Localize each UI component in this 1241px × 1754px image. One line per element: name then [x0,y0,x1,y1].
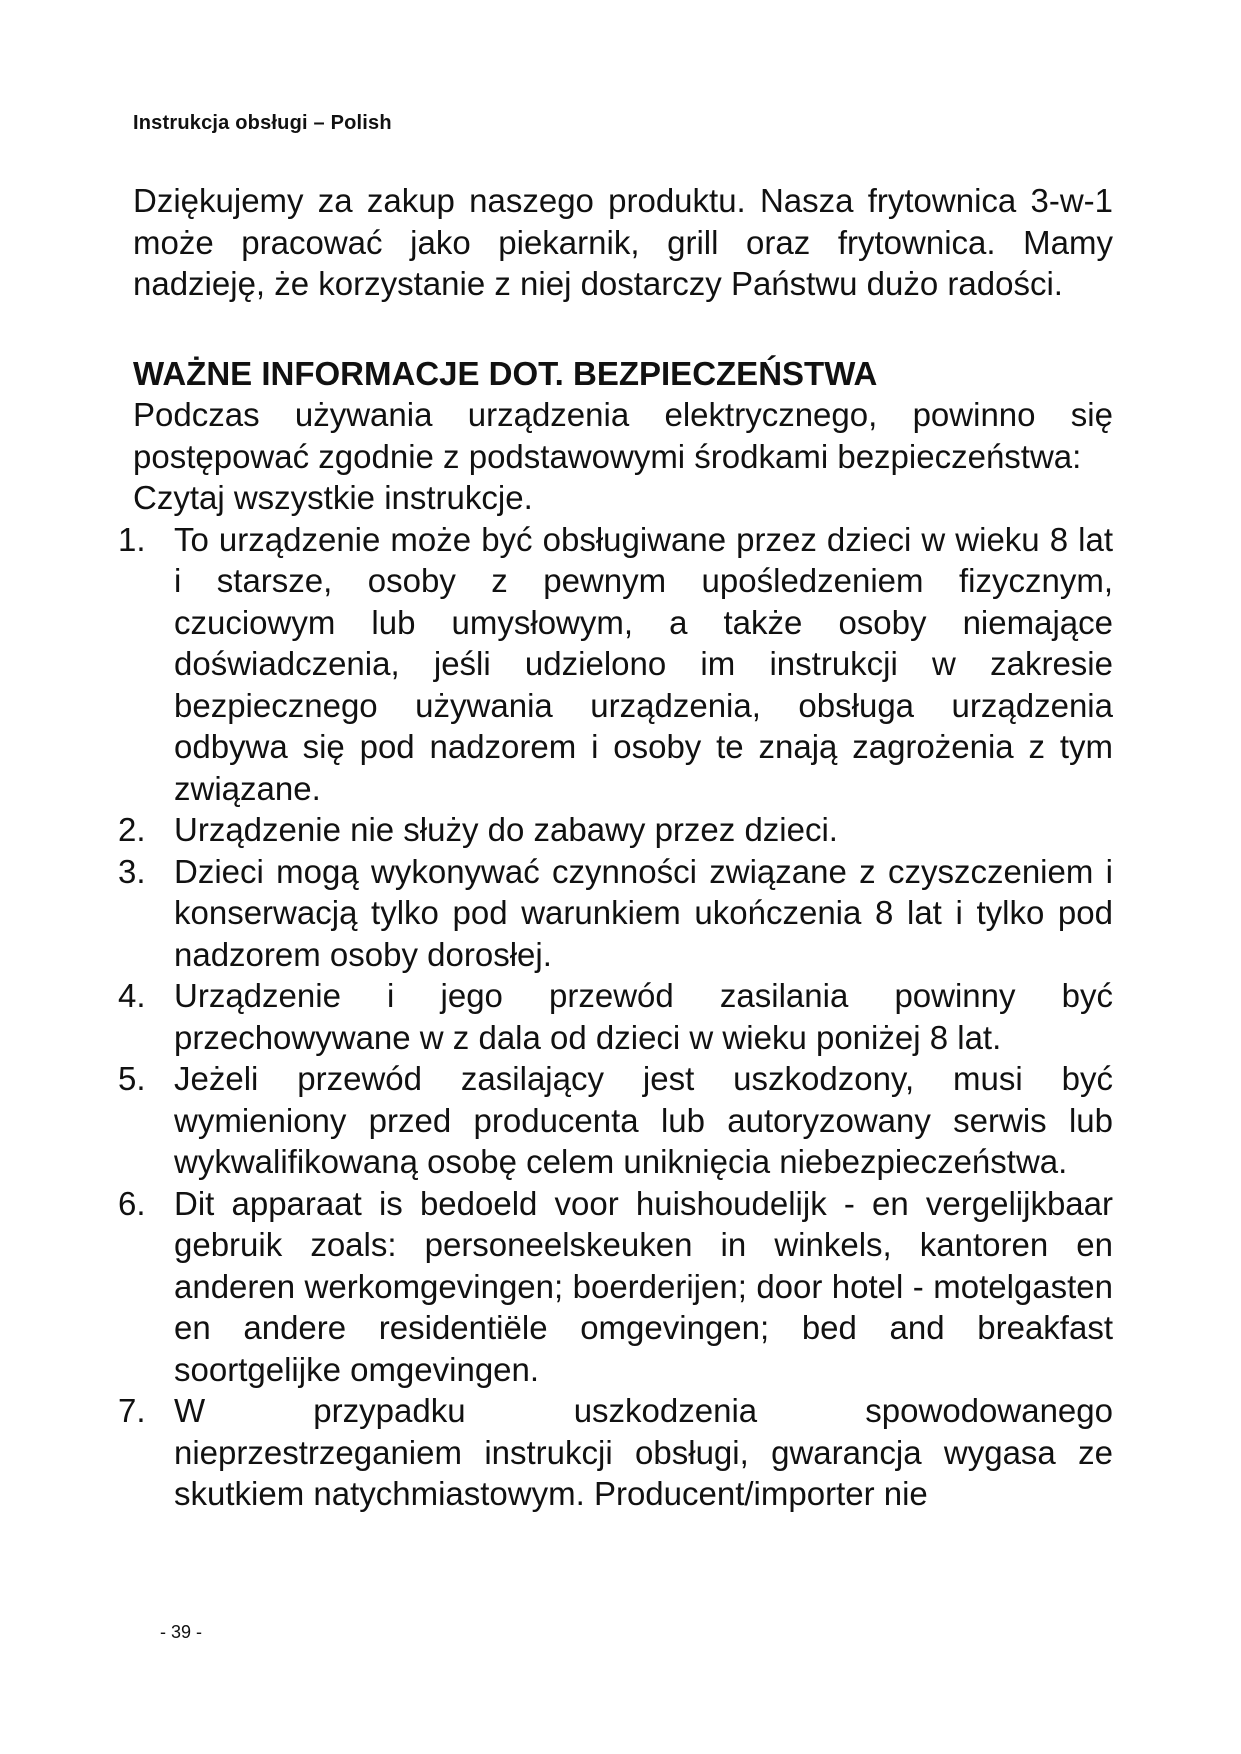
list-item-text: W przypadku uszkodzenia spowodowanego nieprzestrzeganiem instrukcji obsługi, gwarancja wygasa ze skutkiem natychmiastowym. Producent/importer nie [174,1392,1113,1512]
page-header: Instrukcja obsługi – Polish [133,112,392,134]
list-item-number: 6. [118,1184,146,1222]
safety-intro: Podczas używania urządzenia elektrycznego, powinno się postępować zgodnie z podstawowymi środkami bezpieczeństwa: [133,396,1113,475]
list-item-number: 4. [118,977,146,1014]
list-item-text: Jeżeli przewód zasilający jest uszkodzony, musi być wymieniony przed producenta lub autoryzowany serwis lub wykwalifikowaną osobę celem uniknięcia niebezpieczeństwa. [174,1060,1113,1180]
list-item-text: Dit apparaat is bedoeld voor huishoudelijk - en vergelijkbaar gebruik zoals: personeelskeuken in winkels, kantoren en anderen werkomgevingen; boerderijen; door hotel - motelgasten en andere residentiële omgevingen; bed and breakfast soortgelijke omgevingen. [174,1184,1113,1388]
intro-paragraph: Dziękujemy za zakup naszego produktu. Nasza frytownica 3-w-1 może pracować jako piekarnik, grill oraz frytownica. Mamy nadzieję, że korzystanie z niej dostarczy Państwu dużo radości. [133,182,1113,302]
list-item [118,1183,1113,1391]
list-item [118,1058,1113,1183]
list-item-text: Urządzenie nie służy do zabawy przez dzieci. [174,811,838,848]
list-item-number: 3. [118,852,146,890]
list-item-number: 7. [118,1392,146,1429]
read-instructions-line: Czytaj wszystkie instrukcje. [133,479,533,516]
list-item [118,851,1113,976]
list-item-number: 2. [118,811,146,848]
list-item-text: To urządzenie może być obsługiwane przez dzieci w wieku 8 lat i starsze, osoby z pewnym upośledzeniem fizycznym, czuciowym lub umysłowym, a także osoby niemające doświadczenia, jeśli udzielono im instrukcji w zakresie bezpiecznego używania urządzenia, obsługa urządzenia odbywa się pod nadzorem i osoby te znają zagrożenia z tym związane. [174,520,1113,807]
safety-list [118,519,1113,1515]
safety-heading: WAŻNE INFORMACJE DOT. BEZPIECZEŃSTWA [133,354,878,392]
list-item [118,1390,1113,1515]
page-content [118,180,1113,1515]
list-item [118,975,1113,1058]
list-item-text: Dzieci mogą wykonywać czynności związane z czyszczeniem i konserwacją tylko pod warunkiem ukończenia 8 lat i tylko pod nadzorem osoby dorosłej. [174,852,1113,973]
page-number: - 39 - [160,1622,203,1642]
list-item [118,519,1113,810]
list-item-number: 1. [118,520,146,558]
list-item-number: 5. [118,1060,146,1097]
list-item [118,809,1113,851]
list-item-text: Urządzenie i jego przewód zasilania powinny być przechowywane w z dala od dzieci w wieku poniżej 8 lat. [174,977,1113,1056]
